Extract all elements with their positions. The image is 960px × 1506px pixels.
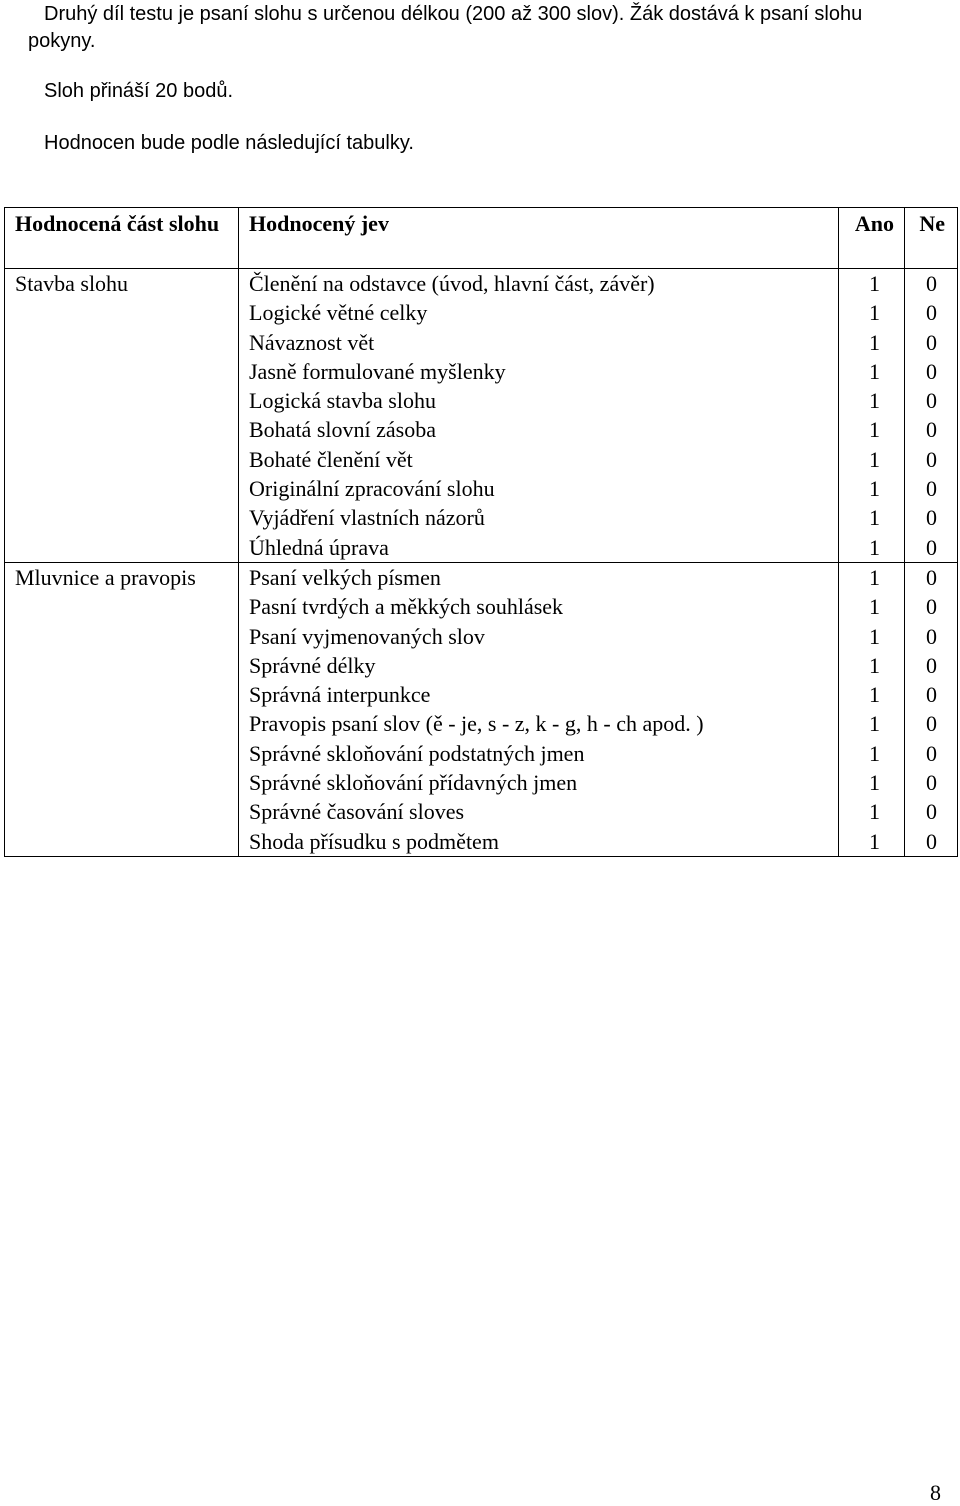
table-row: [5, 797, 958, 826]
row-section-cell: [5, 298, 239, 327]
row-section-cell: [5, 709, 239, 738]
row-yes-cell: 1: [839, 680, 905, 709]
row-no-cell: 0: [905, 445, 958, 474]
table-row: [5, 474, 958, 503]
row-item-cell: Pravopis psaní slov (ě - je, s - z, k - g, h - ch apod. ): [239, 709, 839, 738]
row-item-cell: Správné časování sloves: [239, 797, 839, 826]
row-section-cell: [5, 622, 239, 651]
row-section-cell: [5, 592, 239, 621]
row-yes-cell: 1: [839, 562, 905, 592]
row-item-cell: Shoda přísudku s podmětem: [239, 827, 839, 857]
intro-line-evaluation: Hodnocen bude podle následující tabulky.: [44, 132, 414, 154]
row-section-cell: [5, 739, 239, 768]
row-no-cell: 0: [905, 709, 958, 738]
row-no-cell: 0: [905, 503, 958, 532]
row-section-cell: [5, 415, 239, 444]
header-no: Ne: [905, 208, 958, 269]
row-section-cell: [5, 533, 239, 563]
table-row: [5, 768, 958, 797]
row-section-cell: [5, 386, 239, 415]
row-item-cell: Správné skloňování přídavných jmen: [239, 768, 839, 797]
row-no-cell: 0: [905, 562, 958, 592]
row-yes-cell: 1: [839, 533, 905, 563]
table-row: [5, 298, 958, 327]
intro-line-points: Sloh přináší 20 bodů.: [44, 80, 234, 102]
header-yes: Ano: [839, 208, 905, 269]
row-item-cell: Originální zpracování slohu: [239, 474, 839, 503]
row-no-cell: 0: [905, 533, 958, 563]
row-item-cell: Bohatá slovní zásoba: [239, 415, 839, 444]
table-row: [5, 827, 958, 857]
row-item-cell: Návaznost vět: [239, 328, 839, 357]
row-yes-cell: 1: [839, 328, 905, 357]
row-no-cell: 0: [905, 269, 958, 299]
row-no-cell: 0: [905, 622, 958, 651]
row-item-cell: Logická stavba slohu: [239, 386, 839, 415]
table-row: [5, 533, 958, 563]
row-item-cell: Psaní vyjmenovaných slov: [239, 622, 839, 651]
header-phenomenon: Hodnocený jev: [239, 208, 839, 269]
table-row: [5, 709, 958, 738]
row-yes-cell: 1: [839, 503, 905, 532]
row-item-cell: Správná interpunkce: [239, 680, 839, 709]
row-yes-cell: 1: [839, 357, 905, 386]
row-section-cell: [5, 680, 239, 709]
table-row: [5, 622, 958, 651]
row-yes-cell: 1: [839, 592, 905, 621]
row-section-cell: [5, 445, 239, 474]
row-yes-cell: 1: [839, 768, 905, 797]
row-yes-cell: 1: [839, 827, 905, 857]
row-section-cell: Mluvnice a pravopis: [5, 562, 239, 592]
table-row: [5, 592, 958, 621]
table-body: [5, 269, 958, 857]
row-no-cell: 0: [905, 651, 958, 680]
row-no-cell: 0: [905, 797, 958, 826]
table-row: [5, 357, 958, 386]
row-yes-cell: 1: [839, 415, 905, 444]
row-yes-cell: 1: [839, 386, 905, 415]
row-section-cell: [5, 827, 239, 857]
row-yes-cell: 1: [839, 797, 905, 826]
row-item-cell: Vyjádření vlastních názorů: [239, 503, 839, 532]
row-yes-cell: 1: [839, 298, 905, 327]
row-no-cell: 0: [905, 592, 958, 621]
table-row: [5, 269, 958, 299]
row-item-cell: Správné skloňování podstatných jmen: [239, 739, 839, 768]
evaluation-table: [4, 207, 958, 857]
row-yes-cell: 1: [839, 651, 905, 680]
intro-line-1: Druhý díl testu je psaní slohu s určenou délkou (200 až 300 slov). Žák dostává k psaní slohu: [44, 3, 863, 25]
row-no-cell: 0: [905, 386, 958, 415]
table-row: [5, 445, 958, 474]
row-no-cell: 0: [905, 768, 958, 797]
table-row: [5, 386, 958, 415]
row-no-cell: 0: [905, 328, 958, 357]
row-section-cell: [5, 503, 239, 532]
table-row: [5, 562, 958, 592]
row-item-cell: Psaní velkých písmen: [239, 562, 839, 592]
row-item-cell: Pasní tvrdých a měkkých souhlásek: [239, 592, 839, 621]
row-item-cell: Bohaté členění vět: [239, 445, 839, 474]
row-item-cell: Správné délky: [239, 651, 839, 680]
row-yes-cell: 1: [839, 709, 905, 738]
row-section-cell: [5, 651, 239, 680]
row-item-cell: Úhledná úprava: [239, 533, 839, 563]
row-section-cell: Stavba slohu: [5, 269, 239, 299]
row-no-cell: 0: [905, 680, 958, 709]
row-yes-cell: 1: [839, 474, 905, 503]
row-yes-cell: 1: [839, 269, 905, 299]
row-yes-cell: 1: [839, 445, 905, 474]
table-row: [5, 503, 958, 532]
row-item-cell: Členění na odstavce (úvod, hlavní část, závěr): [239, 269, 839, 299]
table-row: [5, 328, 958, 357]
row-no-cell: 0: [905, 415, 958, 444]
row-section-cell: [5, 797, 239, 826]
row-section-cell: [5, 328, 239, 357]
row-no-cell: 0: [905, 739, 958, 768]
row-yes-cell: 1: [839, 739, 905, 768]
row-item-cell: Logické větné celky: [239, 298, 839, 327]
table-row: [5, 680, 958, 709]
row-no-cell: 0: [905, 357, 958, 386]
row-section-cell: [5, 474, 239, 503]
table-header-row: [5, 208, 958, 269]
table-row: [5, 739, 958, 768]
row-item-cell: Jasně formulované myšlenky: [239, 357, 839, 386]
row-no-cell: 0: [905, 827, 958, 857]
row-section-cell: [5, 357, 239, 386]
intro-line-1-continued: pokyny.: [28, 30, 96, 52]
row-no-cell: 0: [905, 298, 958, 327]
row-no-cell: 0: [905, 474, 958, 503]
table-row: [5, 651, 958, 680]
page-number: 8: [930, 1480, 941, 1505]
header-part: Hodnocená část slohu: [5, 208, 239, 269]
row-section-cell: [5, 768, 239, 797]
row-yes-cell: 1: [839, 622, 905, 651]
table-row: [5, 415, 958, 444]
